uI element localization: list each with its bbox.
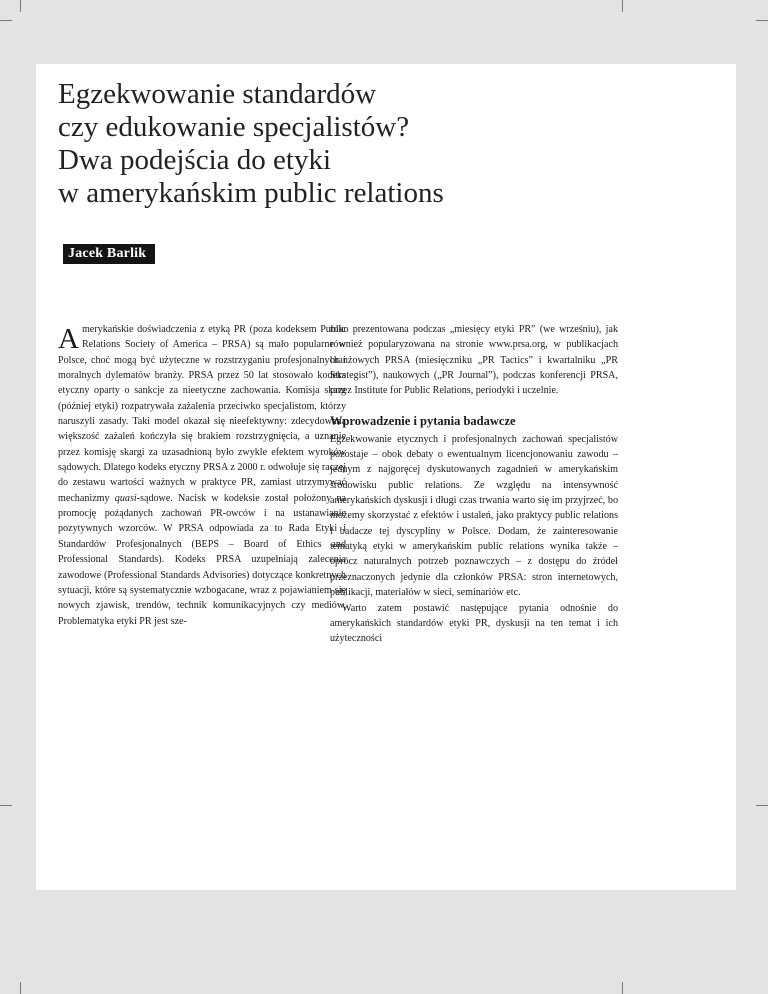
title-line: czy edukowanie specjalistów? — [58, 111, 410, 143]
text-column-right — [330, 322, 618, 647]
crop-mark — [20, 982, 21, 994]
title-line: Dwa podejścia do etyki — [58, 144, 332, 176]
body-paragraph: Warto zatem postawić następujące pytania odnośnie do amerykańskich standardów etyki PR, dyskusji na ten temat i ich użyteczności — [330, 602, 618, 645]
crop-mark — [20, 0, 21, 12]
section-heading: Wprowadzenie i pytania badawcze — [330, 413, 516, 428]
text-run: -sądowe. Nacisk w kodeksie został położony na promocję pożądanych zachowań PR-owców i na ustanawianie pozytywnych wzorców. W PRSA odpowiada za to Rada Etyki i Standardów Profesjonalnych (BEPS – Board of Ethics and Professional Standards). Kodeks PRSA uzupełniają zalecenia zawodowe (Professional Standards Advisories) dotyczące konkretnych sytuacji, które są systematycznie wzbogacane, wraz z pojawianiem się nowych zjawisk, trendów, technik komunikacyjnych czy mediów. Problematyka etyki PR jest sze- — [58, 492, 346, 627]
article-title — [58, 78, 578, 210]
body-paragraph: roko prezentowana podczas „miesięcy etyki PR” (we wrześniu), jak również popularyzowana na stronie www.prsa.org, w publikacjach branżowych PRSA (miesięczniku „PR Tactics” i kwartalniku „PR Strategist”), naukowych („PR Journal”), podczas konferencji PRSA, przez Institute for Public Relations, periodyki i uczelnie. — [330, 324, 618, 397]
crop-mark — [622, 982, 623, 994]
title-line: w amerykańskim public relations — [58, 177, 444, 209]
text-column-left — [58, 322, 346, 629]
crop-mark — [0, 805, 12, 806]
article-page — [36, 64, 736, 890]
body-paragraph: Egzekwowanie etycznych i profesjonalnych zachowań specjalistów pozostaje – obok debaty o ewentualnym licencjonowaniu zawodu – jednym z najgoręcej dyskutowanych zagadnień w amerykańskim środowisku public relations. Ze względu na intensywność amerykańskich dyskusji i długi czas trwania warto się im przyjrzeć, bo możemy skorzystać z efektów i ustaleń, jako praktycy public relations i badacze tej dyscypliny w Polsce. Dodam, że zainteresowanie tematyką etyki w amerykańskim public relations wynika także – oprócz naturalnych potrzeb poznawczych – z dostępu do źródeł przeznaczonych jedynie dla członków PRSA: stron internetowych, publikacji, materiałów w sieci, seminariów etc. — [330, 433, 618, 599]
text-run: merykańskie doświadczenia z etyką PR (poza kodeksem Public Relations Society of America – PRSA) są mało popularne w Polsce, choć mogą być użyteczne w rozstrzyganiu profesjonalnych i moralnych dylematów branży. PRSA przez 50 lat stosowało kodeks etyczny oparty o sankcje za nieetyczne zachowania. Komisja skarg (później etyki) rozpatrywała zażalenia przeciwko specjalistom, którzy naruszyli zasady. Taki model okazał się nieefektywny: zdecydowana większość zażaleń kończyła się brakiem rozstrzygnięcia, a uznanie przez komisję skargi za uzasadnioną było zwykle efektem wyroków sądowych. Dlatego kodeks etyczny PRSA z 2000 r. odwołuje się raczej do zestawu wartości ważnych w praktyce PR, zamiast utrzymywać mechanizmy — [58, 324, 346, 504]
italic-term: quasi — [114, 492, 137, 504]
crop-mark — [756, 805, 768, 806]
title-line: Egzekwowanie standardów — [58, 78, 377, 110]
crop-mark — [0, 20, 12, 21]
drop-cap: A — [58, 323, 79, 355]
author-badge: Jacek Barlik — [63, 244, 155, 264]
crop-mark — [622, 0, 623, 12]
crop-mark — [756, 20, 768, 21]
intro-paragraph — [58, 322, 346, 629]
